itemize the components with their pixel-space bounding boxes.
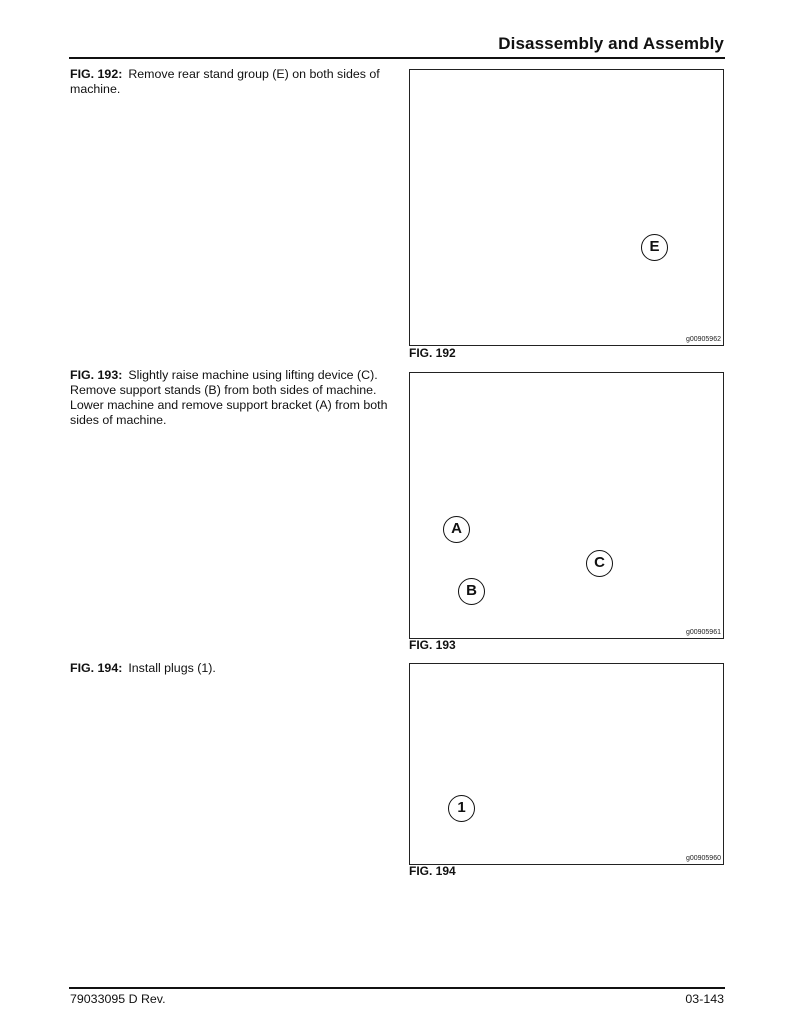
footer-rule xyxy=(69,987,725,989)
fig-193-caption-text: Slightly raise machine using lifting device (C). Remove support stands (B) from both sides of machine. Lower machine and remove support bracket (A) from both sides of machine. xyxy=(70,368,388,427)
fig-192-label: FIG. 192 xyxy=(409,346,456,360)
header-rule xyxy=(69,57,725,59)
fig-194-caption xyxy=(70,661,390,676)
callout-c: C xyxy=(586,550,613,577)
fig-194-image xyxy=(409,663,724,865)
fig-194-image-code: g00905960 xyxy=(685,855,721,862)
footer-doc-number: 79033095 D Rev. xyxy=(70,992,166,1006)
fig-192-image xyxy=(409,69,724,346)
fig-193-image-code: g00905961 xyxy=(685,629,721,636)
fig-193-caption xyxy=(70,368,390,428)
fig-192-caption-label: FIG. 192: xyxy=(70,67,123,81)
callout-e: E xyxy=(641,234,668,261)
fig-193-image xyxy=(409,372,724,639)
fig-193-label: FIG. 193 xyxy=(409,638,456,652)
fig-192-caption-text: Remove rear stand group (E) on both sides of machine. xyxy=(70,67,380,96)
fig-192-caption xyxy=(70,67,390,97)
page-header-title: Disassembly and Assembly xyxy=(498,34,724,53)
fig-194-label: FIG. 194 xyxy=(409,864,456,878)
footer-page-number: 03-143 xyxy=(685,992,724,1006)
fig-194-caption-label: FIG. 194: xyxy=(70,661,123,675)
callout-b: B xyxy=(458,578,485,605)
fig-194-caption-text: Install plugs (1). xyxy=(128,661,216,675)
fig-193-caption-label: FIG. 193: xyxy=(70,368,123,382)
fig-192-image-code: g00905962 xyxy=(685,336,721,343)
callout-a: A xyxy=(443,516,470,543)
callout-1: 1 xyxy=(448,795,475,822)
